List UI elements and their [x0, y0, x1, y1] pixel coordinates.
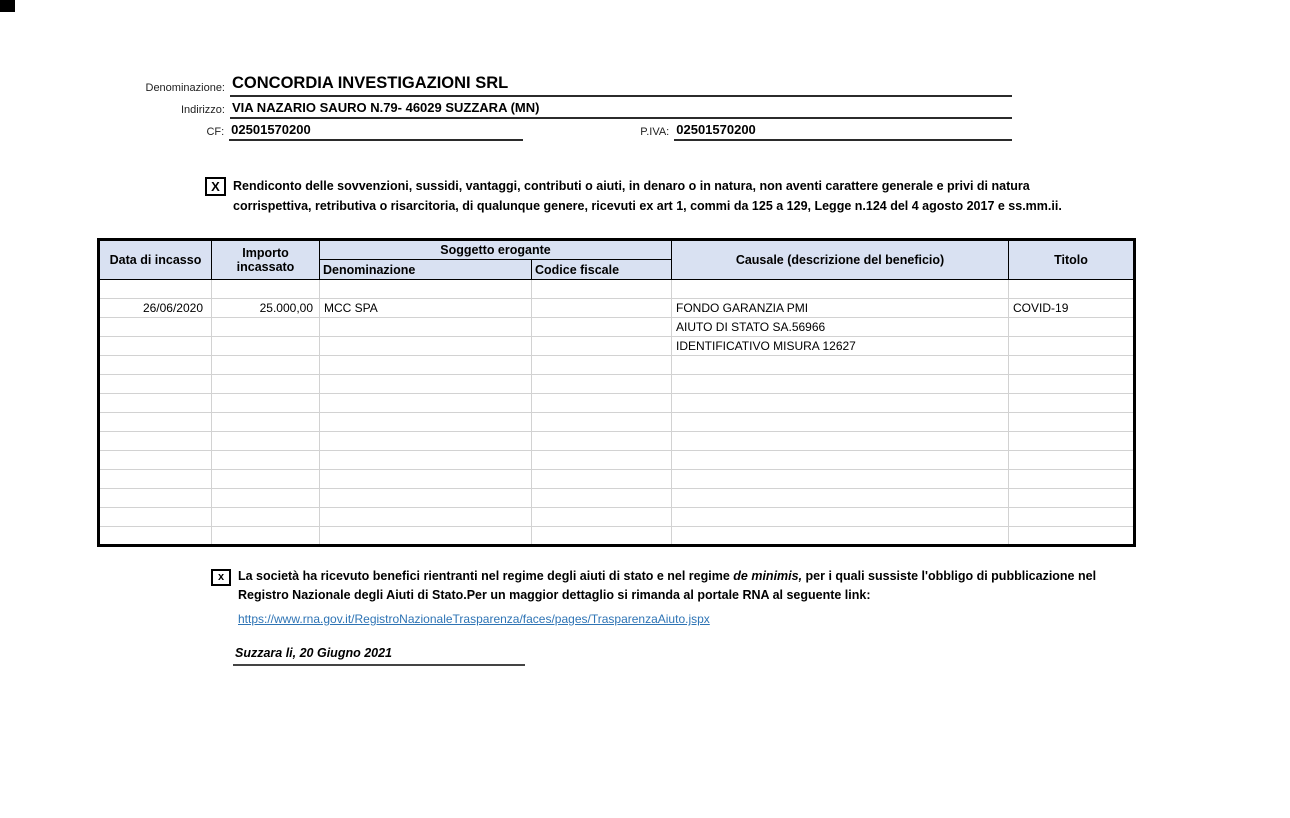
table-row: [99, 527, 1135, 546]
table-cell: [212, 508, 320, 527]
table-cell: IDENTIFICATIVO MISURA 12627: [672, 337, 1009, 356]
table-cell: AIUTO DI STATO SA.56966: [672, 318, 1009, 337]
table-cell: [672, 451, 1009, 470]
company-identity-block: [100, 74, 1012, 141]
header-soggetto-erogante: Soggetto erogante: [320, 240, 672, 260]
table-row: [99, 489, 1135, 508]
table-cell: [672, 375, 1009, 394]
table-cell: [672, 470, 1009, 489]
table-cell: [320, 413, 532, 432]
denominazione-label: Denominazione:: [145, 82, 225, 94]
table-cell: [1009, 470, 1135, 489]
table-cell: [99, 489, 212, 508]
table-cell: [320, 489, 532, 508]
table-row: [99, 508, 1135, 527]
table-cell: [99, 508, 212, 527]
table-row: [99, 413, 1135, 432]
header-data-incasso: Data di incasso: [99, 240, 212, 280]
table-cell: [532, 318, 672, 337]
table-cell: [672, 394, 1009, 413]
table-cell: [1009, 432, 1135, 451]
denominazione-value: CONCORDIA INVESTIGAZIONI SRL: [230, 74, 1012, 97]
table-cell: [320, 318, 532, 337]
signature-place-date: Suzzara li, 20 Giugno 2021: [233, 646, 525, 666]
table-cell: [320, 451, 532, 470]
table-cell: [1009, 451, 1135, 470]
table-cell: [99, 356, 212, 375]
table-cell: [1009, 413, 1135, 432]
table-cell: [532, 451, 672, 470]
table-cell: [532, 356, 672, 375]
table-cell: [532, 394, 672, 413]
piva-value: 02501570200: [674, 122, 1012, 141]
indirizzo-value: VIA NAZARIO SAURO N.79- 46029 SUZZARA (MN): [230, 100, 1012, 119]
table-row: [99, 299, 1135, 318]
table-cell: [212, 375, 320, 394]
table-cell: [212, 394, 320, 413]
table-cell: [320, 470, 532, 489]
table-cell: [672, 432, 1009, 451]
piva-label: P.IVA:: [640, 126, 670, 138]
header-denominazione: Denominazione: [320, 260, 532, 280]
table-cell: [320, 394, 532, 413]
table-cell: COVID-19: [1009, 299, 1135, 318]
table-cell: [532, 280, 672, 299]
table-cell: [99, 470, 212, 489]
header-codice-fiscale: Codice fiscale: [532, 260, 672, 280]
table-cell: [212, 318, 320, 337]
table-cell: [532, 432, 672, 451]
table-cell: [1009, 394, 1135, 413]
field-row-indirizzo: [100, 100, 1012, 119]
table-cell: [212, 451, 320, 470]
grants-table: [97, 238, 1136, 547]
declaration2-text-2: per i quali sussiste l'obbligo di pubblicazione nel Registro Nazionale degli Aiuti di Stato.Per un maggior dettaglio si rimanda al portale RNA al seguente link:: [238, 569, 1097, 602]
table-cell: [1009, 280, 1135, 299]
table-cell: [99, 413, 212, 432]
table-cell: [320, 337, 532, 356]
field-row-denominazione: [100, 74, 1012, 97]
table-row: [99, 394, 1135, 413]
table-cell: [212, 356, 320, 375]
field-row-cf-piva: [100, 122, 1012, 141]
table-cell: [532, 375, 672, 394]
table-cell: [532, 413, 672, 432]
table-cell: [672, 356, 1009, 375]
table-cell: [212, 489, 320, 508]
table-cell: [1009, 337, 1135, 356]
table-cell: [320, 280, 532, 299]
table-cell: [532, 299, 672, 318]
table-cell: [99, 337, 212, 356]
header-titolo: Titolo: [1009, 240, 1135, 280]
table-cell: [532, 337, 672, 356]
table-cell: [320, 508, 532, 527]
checkbox-rendiconto: X: [205, 177, 226, 196]
table-cell: [1009, 489, 1135, 508]
table-cell: [99, 394, 212, 413]
table-cell: [1009, 356, 1135, 375]
table-cell: [672, 527, 1009, 546]
declaration2-de-minimis: de minimis,: [733, 569, 803, 583]
table-cell: [532, 508, 672, 527]
table-row: [99, 318, 1135, 337]
cf-label: CF:: [206, 126, 225, 138]
table-row: [99, 432, 1135, 451]
table-cell: [320, 375, 532, 394]
table-cell: [672, 489, 1009, 508]
table-cell: [212, 527, 320, 546]
table-row: [99, 337, 1135, 356]
table-cell: [212, 432, 320, 451]
table-cell: 26/06/2020: [99, 299, 212, 318]
table-cell: [320, 527, 532, 546]
table-cell: [99, 375, 212, 394]
table-cell: [1009, 318, 1135, 337]
table-cell: [532, 489, 672, 508]
table-cell: [212, 337, 320, 356]
table-row: [99, 470, 1135, 489]
table-cell: [99, 432, 212, 451]
table-cell: [672, 413, 1009, 432]
declaration2-text-1: La società ha ricevuto benefici rientranti nel regime degli aiuti di stato e nel regime: [238, 569, 734, 583]
table-cell: [320, 356, 532, 375]
grants-table-header: [99, 240, 1135, 280]
aiuti-di-stato-declaration: [238, 567, 1114, 629]
indirizzo-label: Indirizzo:: [180, 104, 225, 116]
table-cell: [1009, 527, 1135, 546]
table-cell: [212, 280, 320, 299]
cf-value: 02501570200: [229, 122, 523, 141]
table-cell: [212, 413, 320, 432]
table-cell: [212, 470, 320, 489]
table-cell: FONDO GARANZIA PMI: [672, 299, 1009, 318]
table-cell: [1009, 508, 1135, 527]
header-importo-incassato: Importo incassato: [212, 240, 320, 280]
table-row: [99, 375, 1135, 394]
table-row: [99, 280, 1135, 299]
table-cell: [532, 527, 672, 546]
table-cell: [320, 432, 532, 451]
header-causale: Causale (descrizione del beneficio): [672, 240, 1009, 280]
rna-portal-link[interactable]: https://www.rna.gov.it/RegistroNazionaleTrasparenza/faces/pages/TrasparenzaAiuto.jspx: [238, 612, 710, 626]
table-row: [99, 356, 1135, 375]
table-cell: [99, 527, 212, 546]
corner-mark: [0, 0, 15, 12]
checkbox-aiuti-di-stato: x: [211, 569, 231, 586]
table-cell: [1009, 375, 1135, 394]
table-cell: MCC SPA: [320, 299, 532, 318]
table-cell: [99, 318, 212, 337]
table-cell: [99, 451, 212, 470]
table-cell: [99, 280, 212, 299]
table-body: [99, 280, 1135, 546]
table-row: [99, 451, 1135, 470]
table-cell: [672, 280, 1009, 299]
table-cell: 25.000,00: [212, 299, 320, 318]
table-cell: [532, 470, 672, 489]
table-cell: [672, 508, 1009, 527]
rendiconto-declaration-text: Rendiconto delle sovvenzioni, sussidi, vantaggi, contributi o aiuti, in denaro o in natura, non aventi carattere generale e privi di natura corrispettiva, retributiva o risarcitoria, di qualunque genere, ricevuti ex art 1, commi da 125 a 129, Legge n.124 del 4 agosto 2017 e ss.mm.ii.: [233, 179, 1062, 213]
